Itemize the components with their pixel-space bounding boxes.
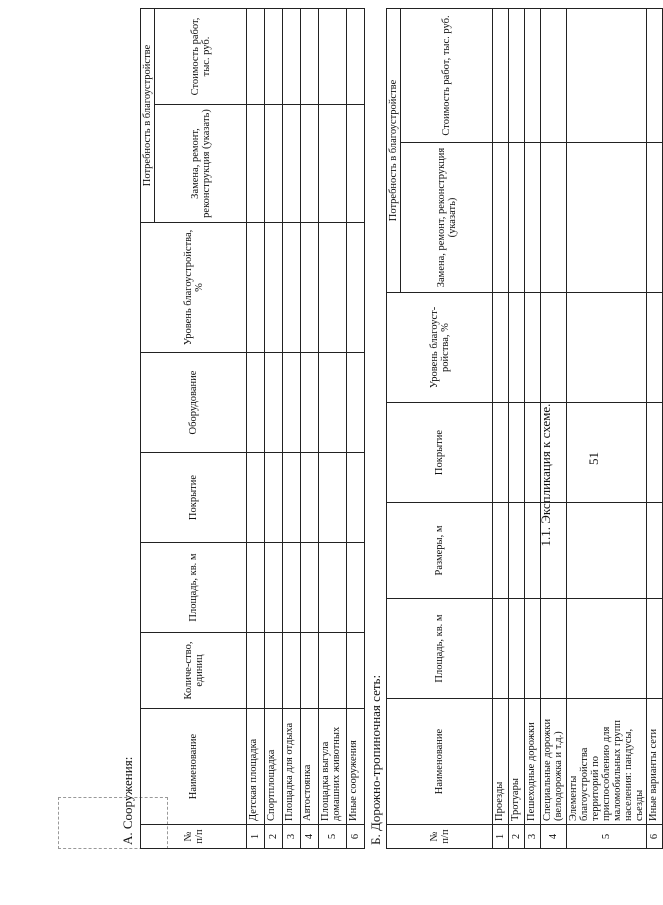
table-row — [301, 9, 319, 849]
row-name: Иные сооружения — [347, 709, 365, 825]
section-heading: 1.1. Экспликация к схеме. — [538, 403, 553, 547]
row-number: 1 — [247, 825, 265, 849]
col-name: Наименование — [141, 709, 247, 825]
table-row — [567, 9, 647, 849]
row-number: 6 — [647, 825, 663, 849]
col-level: Уровень благоустройства, % — [141, 223, 247, 353]
row-name: Пешеходные дорожки — [525, 699, 541, 825]
row-number: 4 — [541, 825, 567, 849]
row-name: Площадка выгула домашних животных — [319, 709, 347, 825]
col-area: Площадь, кв. м — [141, 543, 247, 633]
row-number: 2 — [265, 825, 283, 849]
col-need-group: Потребность в благоустройстве — [387, 9, 401, 293]
col-cost: Стоимость работ, тыс. руб. — [401, 9, 493, 143]
row-name: Площадка для отдыха — [283, 709, 301, 825]
col-level: Уровень благоуст-ройства, % — [387, 293, 493, 403]
col-need-type: Замена, ремонт, реконструкция (указать) — [155, 105, 247, 223]
table-row — [283, 9, 301, 849]
col-num: № п/п — [141, 825, 247, 849]
row-number: 5 — [567, 825, 647, 849]
row-name: Проезды — [493, 699, 509, 825]
col-size: Размеры, м — [387, 503, 493, 599]
row-name: Детская площадка — [247, 709, 265, 825]
row-number: 3 — [283, 825, 301, 849]
row-number: 1 — [493, 825, 509, 849]
row-name: Автостоянка — [301, 709, 319, 825]
table-row — [265, 9, 283, 849]
row-name: Тротуары — [509, 699, 525, 825]
col-need-type: Замена, ремонт, реконструкция (указать) — [401, 143, 493, 293]
row-name: Специальные дорожки (велодорожка и т.д.) — [541, 699, 567, 825]
section-a-title: А. Сооружения: — [120, 756, 135, 845]
col-cover: Покрытие — [141, 453, 247, 543]
path-network-table — [386, 8, 663, 849]
row-name: Элементы благоустройства территорий по приспособлению для маломобильных групп населения: пандусы, съезды — [567, 699, 647, 825]
table-row — [347, 9, 365, 849]
table-row — [541, 9, 567, 849]
col-cover: Покрытие — [387, 403, 493, 503]
table-row — [647, 9, 663, 849]
row-name: Иные варианты сети — [647, 699, 663, 825]
table-row — [247, 9, 265, 849]
col-area: Площадь, кв. м — [387, 599, 493, 699]
col-equipment: Оборудование — [141, 353, 247, 453]
row-number: 5 — [319, 825, 347, 849]
table-row — [509, 9, 525, 849]
col-name: Наименование — [387, 699, 493, 825]
table-row — [319, 9, 347, 849]
row-number: 3 — [525, 825, 541, 849]
table-row — [525, 9, 541, 849]
page-number: 51 — [586, 452, 601, 465]
row-number: 2 — [509, 825, 525, 849]
col-qty: Количе-ство, единиц — [141, 633, 247, 709]
table-row — [493, 9, 509, 849]
row-number: 4 — [301, 825, 319, 849]
structures-table — [140, 8, 365, 849]
col-need-group: Потребность в благоустройстве — [141, 9, 155, 223]
row-name: Спортплощадка — [265, 709, 283, 825]
row-number: 6 — [347, 825, 365, 849]
section-b-title: Б. Дорожно-тропиночная сеть: — [368, 674, 383, 845]
col-cost: Стоимость работ, тыс. руб. — [155, 9, 247, 105]
col-num: № п/п — [387, 825, 493, 849]
